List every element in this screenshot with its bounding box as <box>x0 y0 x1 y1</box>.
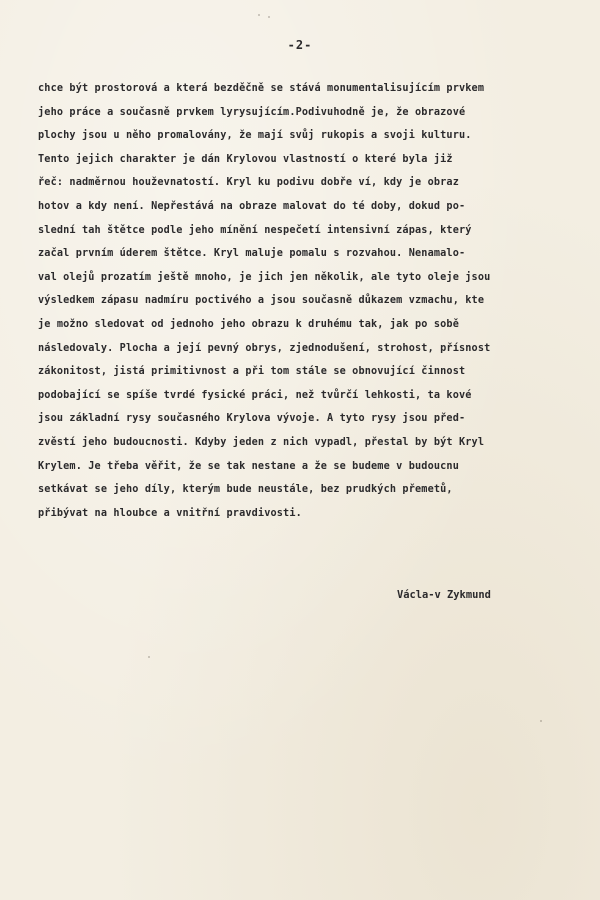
text-line: val olejů prozatím ještě mnoho, je jich jen několik, ale tyto oleje jsou <box>38 271 491 283</box>
text-line: slední tah štětce podle jeho mínění nespečetí intensivní zápas, který <box>38 224 472 236</box>
text-line: zvěstí jeho budoucnosti. Kdyby jeden z nich vypadl, přestal by být Kryl <box>38 436 485 448</box>
text-line: hotov a kdy není. Nepřestává na obraze malovat do té doby, dokud po- <box>38 200 466 212</box>
text-line: následovaly. Plocha a její pevný obrys, zjednodušení, strohost, přísnost <box>38 342 491 354</box>
paper-speck <box>540 720 542 722</box>
text-line: zákonitost, jistá primitivnost a při tom stále se obnovující činnost <box>38 366 466 378</box>
text-line: Tento jejich charakter je dán Krylovou vlastností o které byla již <box>38 153 453 165</box>
text-line: setkávat se jeho díly, kterým bude neustále, bez prudkých přemetů, <box>38 484 453 496</box>
paper-speck <box>258 14 260 16</box>
page-number: -2- <box>287 38 313 52</box>
text-line: přibývat na hloubce a vnitřní pravdivosti. <box>38 507 302 519</box>
author-signature: Václa-v Zykmund <box>397 589 491 601</box>
paper-speck <box>268 16 270 18</box>
text-line: jsou základní rysy současného Krylova vývoje. A tyto rysy jsou před- <box>38 413 466 425</box>
text-line: podobající se spíše tvrdé fysické práci, než tvůrčí lehkosti, ta kové <box>38 389 472 401</box>
text-line: je možno sledovat od jednoho jeho obrazu k druhému tak, jak po sobě <box>38 318 459 330</box>
text-line: začal prvním úderem štětce. Kryl maluje pomalu s rozvahou. Nenamalo- <box>38 248 466 260</box>
text-line: Krylem. Je třeba věřit, že se tak nestane a že se budeme v budoucnu <box>38 460 459 472</box>
text-line: výsledkem zápasu nadmíru poctivého a jsou současně důkazem vzmachu, kte <box>38 295 485 307</box>
body-text <box>38 77 598 525</box>
paper-speck <box>148 656 150 658</box>
text-line: plochy jsou u něho promalovány, že mají svůj rukopis a svoji kulturu. <box>38 130 472 142</box>
text-line: chce být prostorová a která bezděčně se stává monumentalisujícím prvkem <box>38 83 485 94</box>
text-line: jeho práce a současně prvkem lyrysujícím.Podivuhodně je, že obrazové <box>38 106 466 118</box>
text-line: řeč: nadměrnou houževnatostí. Kryl ku podivu dobře ví, kdy je obraz <box>38 177 459 189</box>
